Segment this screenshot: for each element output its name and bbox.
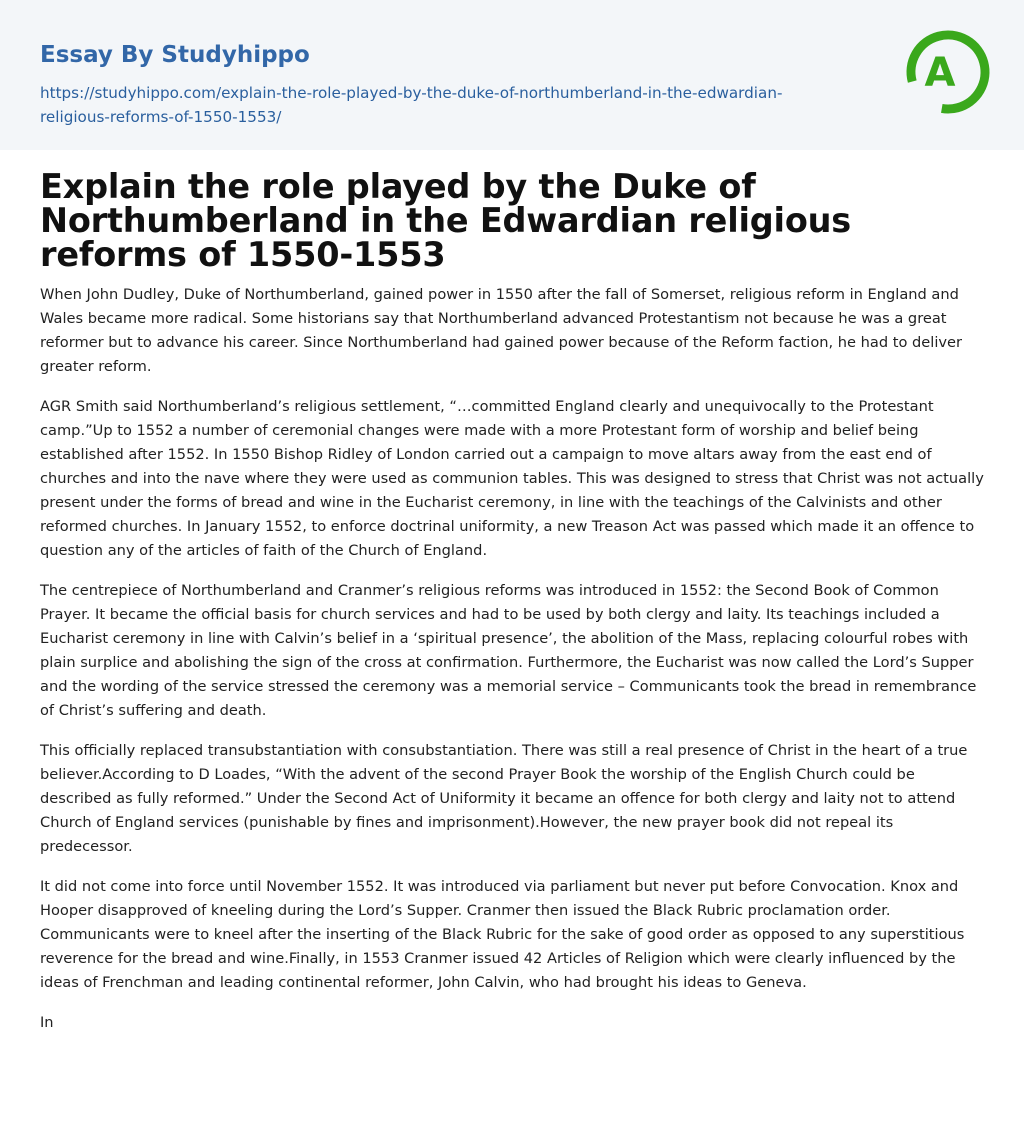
article-paragraph: It did not come into force until November 1552. It was introduced via parliament but never put before Convocation. Knox and Hooper disapproved of kneeling during the Lord’s Supper. Cranmer then issued the Black Rubric proclamation order. Communicants were to kneel after the inserting of the Black Rubric for the sake of good order as opposed to any superstitious reverence for the bread and wine.Finally, in 1553 Cranmer issued 42 Articles of Religion which were clearly influenced by the ideas of Frenchman and leading continental reformer, John Calvin, who had brought his ideas to Geneva. (40, 878, 965, 991)
article-paragraph: This officially replaced transubstantiation with consubstantiation. There was still a real presence of Christ in the heart of a true believer.According to D Loades, “With the advent of the second Prayer Book the worship of the English Church could be described as fully reformed.” Under the Second Act of Uniformity it became an offence for both clergy and laity not to attend Church of England services (punishable by fines and imprisonment).However, the new prayer book did not repeal its predecessor. (40, 742, 968, 855)
article-paragraph: In (40, 1014, 54, 1031)
article-body (40, 283, 986, 1051)
site-brand[interactable]: Essay By Studyhippo (40, 42, 310, 68)
article-paragraph: AGR Smith said Northumberland’s religious settlement, “…committed England clearly and unequivocally to the Protestant camp.”Up to 1552 a number of ceremonial changes were made with a more Protestant form of worship and belief being established after 1552. In 1550 Bishop Ridley of London carried out a campaign to move altars away from the east end of churches and into the nave where they were used as communion tables. This was designed to stress that Christ was not actually present under the forms of bread and wine in the Eucharist ceremony, in line with the teachings of the Calvinists and other reformed churches. In January 1552, to enforce doctrinal uniformity, a new Treason Act was passed which made it an offence to question any of the articles of faith of the Church of England. (40, 398, 984, 559)
article-title: Explain the role played by the Duke of Northumberland in the Edwardian religious reforms of 1550-1553 (40, 167, 852, 274)
site-header (0, 0, 1024, 150)
article-url-link[interactable]: https://studyhippo.com/explain-the-role-played-by-the-duke-of-northumberland-in-the-edwardian-religious-reforms-of-1550-1553/ (40, 84, 783, 126)
article-paragraph: The centrepiece of Northumberland and Cranmer’s religious reforms was introduced in 1552: the Second Book of Common Prayer. It became the official basis for church services and had to be used by both clergy and laity. Its teachings included a Eucharist ceremony in line with Calvin’s belief in a ‘spiritual presence’, the abolition of the Mass, replacing colourful robes with plain surplice and abolishing the sign of the cross at confirmation. Furthermore, the Eucharist was now called the Lord’s Supper and the wording of the service stressed the ceremony was a memorial service – Communicants took the bread in remembrance of Christ’s suffering and death. (40, 582, 977, 719)
studyhippo-logo-icon[interactable] (898, 24, 994, 120)
article-paragraph: When John Dudley, Duke of Northumberland, gained power in 1550 after the fall of Somerset, religious reform in England and Wales became more radical. Some historians say that Northumberland advanced Protestantism not because he was a great reformer but to advance his career. Since Northumberland had gained power because of the Reform faction, he had to deliver greater reform. (40, 286, 962, 375)
logo-letter: A (924, 50, 956, 96)
